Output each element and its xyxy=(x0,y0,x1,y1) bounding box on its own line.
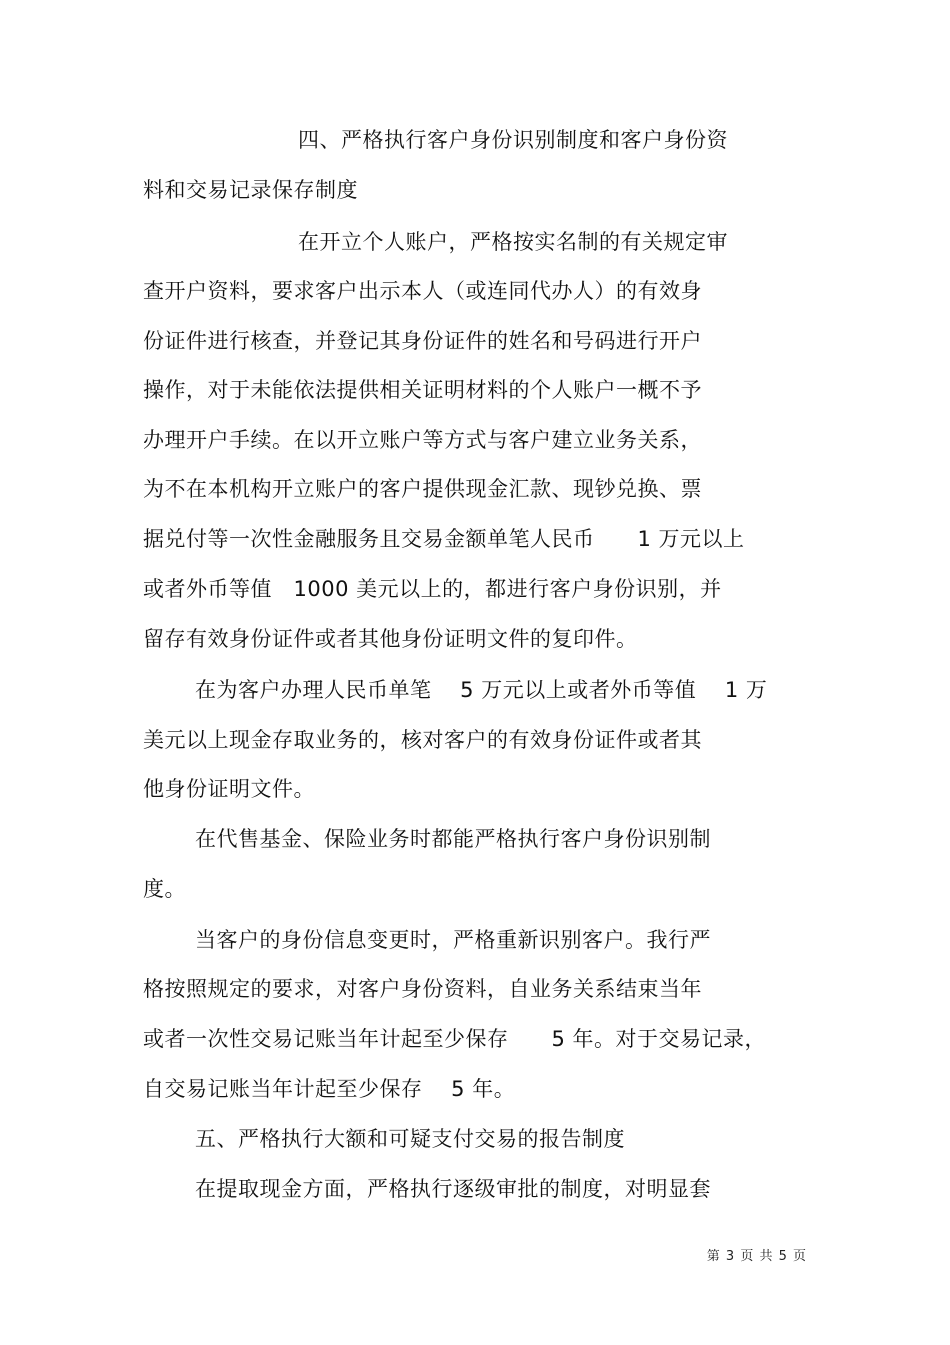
paragraph-line: 自交易记账当年计起至少保存 5 年。 xyxy=(143,1077,516,1101)
paragraph-line: 为不在本机构开立账户的客户提供现金汇款、现钞兑换、票 xyxy=(143,477,702,501)
section-heading-line-1: 四、严格执行客户身份识别制度和客户身份资 xyxy=(298,128,728,152)
paragraph-line: 他身份证明文件。 xyxy=(143,777,315,801)
paragraph-line: 据兑付等一次性金融服务且交易金额单笔人民币 1 万元以上 xyxy=(143,527,745,551)
paragraph-line: 在为客户办理人民币单笔 5 万元以上或者外币等值 1 万 xyxy=(195,678,768,702)
paragraph-line: 当客户的身份信息变更时，严格重新识别客户。我行严 xyxy=(195,928,711,952)
paragraph-line: 操作，对于未能依法提供相关证明材料的个人账户一概不予 xyxy=(143,378,702,402)
paragraph-line: 留存有效身份证件或者其他身份证明文件的复印件。 xyxy=(143,627,638,651)
page-number-footer: 第 3 页 共 5 页 xyxy=(706,1249,807,1264)
paragraph-line: 美元以上现金存取业务的，核对客户的有效身份证件或者其 xyxy=(143,728,702,752)
paragraph-line: 在提取现金方面，严格执行逐级审批的制度，对明显套 xyxy=(195,1177,711,1201)
paragraph-line: 办理开户手续。在以开立账户等方式与客户建立业务关系， xyxy=(143,428,702,452)
paragraph-line: 度。 xyxy=(143,877,186,901)
paragraph-line: 格按照规定的要求，对客户身份资料，自业务关系结束当年 xyxy=(143,977,702,1001)
section-heading-line: 五、严格执行大额和可疑支付交易的报告制度 xyxy=(195,1127,625,1151)
paragraph-line: 份证件进行核查，并登记其身份证件的姓名和号码进行开户 xyxy=(143,329,702,353)
paragraph-line: 在代售基金、保险业务时都能严格执行客户身份识别制 xyxy=(195,827,711,851)
paragraph-line: 或者外币等值 1000 美元以上的，都进行客户身份识别，并 xyxy=(143,577,722,601)
section-heading-line-2: 料和交易记录保存制度 xyxy=(143,178,358,202)
paragraph-line: 在开立个人账户，严格按实名制的有关规定审 xyxy=(298,230,728,254)
paragraph-line: 或者一次性交易记账当年计起至少保存 5 年。对于交易记录， xyxy=(143,1027,767,1051)
paragraph-line: 查开户资料，要求客户出示本人（或连同代办人）的有效身 xyxy=(143,279,702,303)
